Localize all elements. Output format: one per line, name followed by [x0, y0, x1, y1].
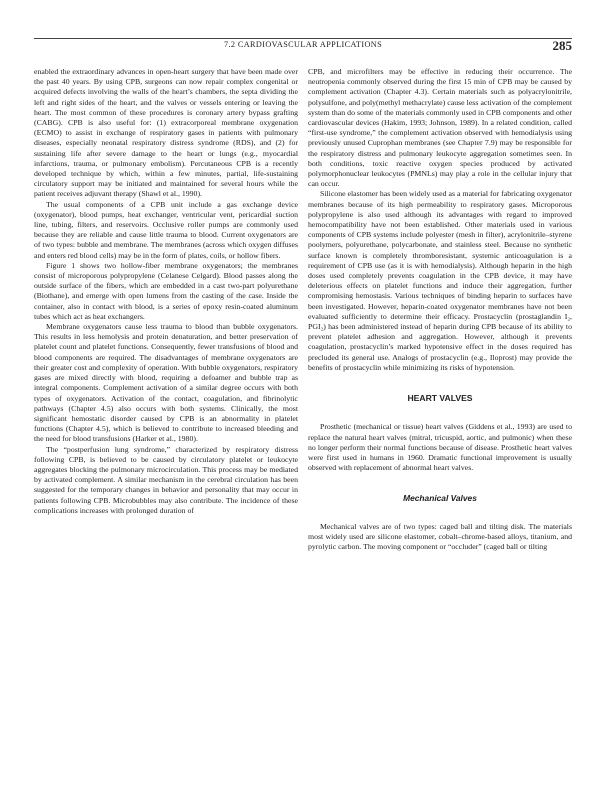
paragraph: Mechanical valves are of two types: caged ball and tilting disk. The materials most widely used are silicone elastomer, cobalt–chrome-based alloys, titanium, and pyrolytic carbon. The moving component or “occluder” (caged ball or tilting — [308, 521, 572, 551]
subsection-heading-mechanical-valves: Mechanical Valves — [403, 493, 477, 504]
paragraph: Silicone elastomer has been widely used as a material for fabricating oxygenator membranes because of its high permeability to respiratory gases. Microporous polypropylene is also used although its advantages with regard to improved hemocompatibility have not been established. Other materials used in various components of CPB systems include polyester (mesh in filter), acrylonitrile–styrene poolymers, polyurethane, polycarbonate, and stainless steel. Because no synthetic surface known is completely thromboresistant, systemic anticoagulation is a requirement of CPB use (as it is with hemodialysis). Although heparin in the high doses used completely prevents coagulation in the CPB device, it may have deleterious effects on platelet functions and induce their aggregation, further compromising hemostasis. Various techniques of binding heparin to surfaces have been investigated. However, heparin-coated oxygenator membranes have not been evaluated sufficiently to determine their efficacy. Prostacyclin (prostaglandin I₂, PGI₂) has been administered instead of heparin during CPB because of its ability to prevent platelet adhesion and aggregation. However, although it prevents coagulation, prostacyclin’s marked hypotensive effect in the doses required has precluded its general use. Analogs of prostacyclin (e.g., Iloprost) may provide the benefits of prostacyclin while minimizing its risks of hypotension. — [308, 189, 572, 372]
paragraph: Prosthetic (mechanical or tissue) heart valves (Giddens et al., 1993) are used to replace the natural heart valves (mitral, tricuspid, aortic, and pulmonic) when these no longer perform their normal functions because of disease. Prosthetic heart valves were first used in humans in 1960. Dramatic functional improvement is usually observed with replacement of abnormal heart valves. — [308, 422, 572, 473]
paragraph: Membrane oxygenators cause less trauma to blood than bubble oxygenators. This results in less hemolysis and protein denaturation, and better preservation of platelet count and platelet functions. Consequently, fewer transfusions of blood and blood components are required. The disadvantages of membrane oxygenators are their greater cost and complexity of operation. With bubble oxygenators, respiratory gases are mixed directly with blood, requiring a defoamer and bubble trap as integral components. Complement activation of a similar degree occurs with both types of oxygenators. Activation of the contact, coagulation, and fibrinolytic pathways (Chapter 4.5) also occurs with both systems. Clinically, the most significant hemostatic disorder caused by CPB is an abnormality in platelet functions (Chapter 4.5), which is believed to contribute to increased bleeding and the need for blood transfusions (Harker et al., 1980). — [34, 322, 298, 444]
running-header — [34, 38, 572, 53]
paragraph: The “postperfusion lung syndrome,” characterized by respiratory distress following CPB, is believed to be caused by circulatory platelet or leukocyte aggregates blocking the pulmonary microcirculation. This process may be mediated by activated complement. A similar mechanism in the cerebral circulation has been suggested for the temporary changes in behavior and personality that may occur in patients following CPB. Microbubbles may also contribute. The incidence of these complications increases with prolonged duration of — [34, 444, 298, 515]
paragraph: Figure 1 shows two hollow-fiber membrane oxygenators; the membranes consist of microporous polypropylene (Celanese Celgard). Blood passes along the outside surface of the fibers, which are embedded in a cast two-part polyurethane (Biothane), and emerge with open lumens from the casting of the case. Inside the container, also in contact with blood, is a series of epoxy resin-coated aluminum tubes which act as heat exchangers. — [34, 260, 298, 321]
right-column — [308, 67, 572, 777]
running-header-title: 7.2 CARDIOVASCULAR APPLICATIONS — [223, 40, 383, 49]
paragraph: The usual components of a CPB unit include a gas exchange device (oxygenator), blood pumps, heat exchanger, ventricular vent, pericardial suction line, tubing, filters, and reservoirs. Occlusive roller pumps are commonly used because they are reliable and cause little trauma to blood. Current oxygenators are of two types: bubble and membrane. The membranes (across which oxygen diffuses and enters red blood cells) may be in the form of plates, coils, or hollow fibers. — [34, 199, 298, 260]
paragraph: CPB, and microfilters may be effective in reducing their occurrence. The neutropenia commonly observed during the first 15 min of CPB may be caused by complement activation (Chapter 4.3). Certain materials such as polyacrylonitrile, polysulfone, and poly(methyl methacrylate) cause less activation of the complement system than do some of the materials commonly used in CPB components and other cardiovascular devices (Hakim, 1993; Johnson, 1989). In a related condition, called “first-use syndrome,” the complement activation observed with hemodialysis using previously unused Cuprophan membranes (see Chapter 7.9) may be responsible for the respiratory distress and pulmonary leukocyte aggregation sometimes seen. In both conditions, toxic reactive oxygen species produced by activated polymorphonuclear leukocytes (PMNLs) may play a role in the cellular injury that can occur. — [308, 67, 572, 189]
page-number: 285 — [552, 38, 572, 53]
paragraph: enabled the extraordinary advances in open-heart surgery that have been made over the past 40 years. By using CPB, surgeons can now repair complex congenital or acquired defects involving the walls of the heart’s chambers, the septa dividing the left and right sides of the heart, and the valves or vessels entering or leaving the heart. The most common of these procedures is coronary artery bypass grafting (CABG). CPB is also useful for: (1) extracorporeal membrane oxygenation (ECMO) to assist in exchange of respiratory gases in patients with pulmonary diseases, especially neonatal respiratory distress syndrome (RDS), and (2) for sustaining life after severe damage to the heart or lungs (e.g., myocardial infarctions, trauma, or pulmonary embolism). Percutaneous CPB is a recently developed technique by which, within a few minutes, partial, life-sustaining circulatory support may be initiated and maintained for several hours while the patient receives adjuvant therapy (Shawl et al., 1990). — [34, 67, 298, 199]
left-column — [34, 67, 298, 777]
section-heading-heart-valves: HEART VALVES — [407, 393, 473, 404]
